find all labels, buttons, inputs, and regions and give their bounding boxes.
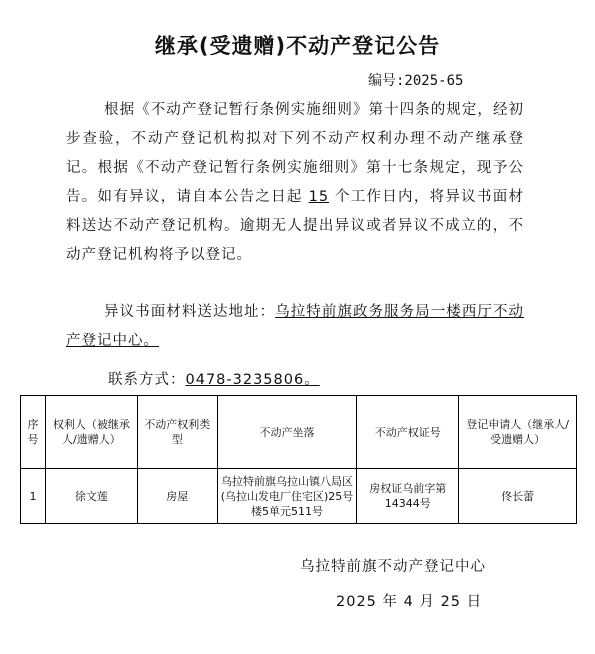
issuing-organization: 乌拉特前旗不动产登记中心 bbox=[300, 559, 486, 575]
page-title: 继承(受遗赠)不动产登记公告 bbox=[154, 34, 441, 58]
notice-paragraph bbox=[66, 96, 524, 270]
contact-label: 联系方式： bbox=[108, 372, 186, 388]
header-index: 序号 bbox=[21, 396, 46, 469]
contact-line bbox=[108, 368, 320, 389]
header-applicant: 登记申请人（继承人/受遗赠人） bbox=[459, 396, 577, 469]
registration-table bbox=[20, 395, 577, 524]
header-location: 不动产坐落 bbox=[217, 396, 357, 469]
table-row bbox=[21, 469, 577, 524]
issue-date: 2025 年 4 月 25 日 bbox=[336, 594, 483, 610]
header-certificate-no: 不动产权证号 bbox=[357, 396, 459, 469]
cell-location: 乌拉特前旗乌拉山镇八局区(乌拉山发电厂住宅区)25号楼5单元511号 bbox=[217, 469, 357, 524]
cell-certificate-no: 房权证乌前字第14344号 bbox=[357, 469, 459, 524]
cell-right-type: 房屋 bbox=[137, 469, 217, 524]
cell-applicant: 佟长蕾 bbox=[459, 469, 577, 524]
cell-index: 1 bbox=[21, 469, 46, 524]
notice-text-part1: 根据《不动产登记暂行条例实施细则》第十四条的规定，经初步查验，不动产登记机构拟对下列不动产权利办理不动产继承登记。根据《不动产登记暂行条例实施细则》第十七条规定，现予公告。如有异议，请自本公告之日起 bbox=[66, 102, 524, 205]
header-right-holder: 权利人（被继承人/遗赠人） bbox=[45, 396, 137, 469]
objection-address-paragraph bbox=[66, 298, 524, 356]
table-header-row bbox=[21, 396, 577, 469]
objection-days: 15 bbox=[308, 189, 330, 205]
address-label: 异议书面材料送达地址： bbox=[104, 304, 276, 320]
objection-address: 乌拉特前旗政务服务局一楼西厅不动产登记中心。 bbox=[66, 304, 525, 349]
document-number: 编号:2025-65 bbox=[368, 73, 464, 89]
notice-text-part2: 个工作日内，将异议书面材料送达不动产登记机构。逾期无人提出异议或者异议不成立的，不动产登记机构将予以登记。 bbox=[66, 189, 525, 263]
contact-phone: 0478-3235806。 bbox=[185, 372, 320, 388]
header-right-type: 不动产权利类型 bbox=[137, 396, 217, 469]
cell-right-holder: 徐文莲 bbox=[45, 469, 137, 524]
